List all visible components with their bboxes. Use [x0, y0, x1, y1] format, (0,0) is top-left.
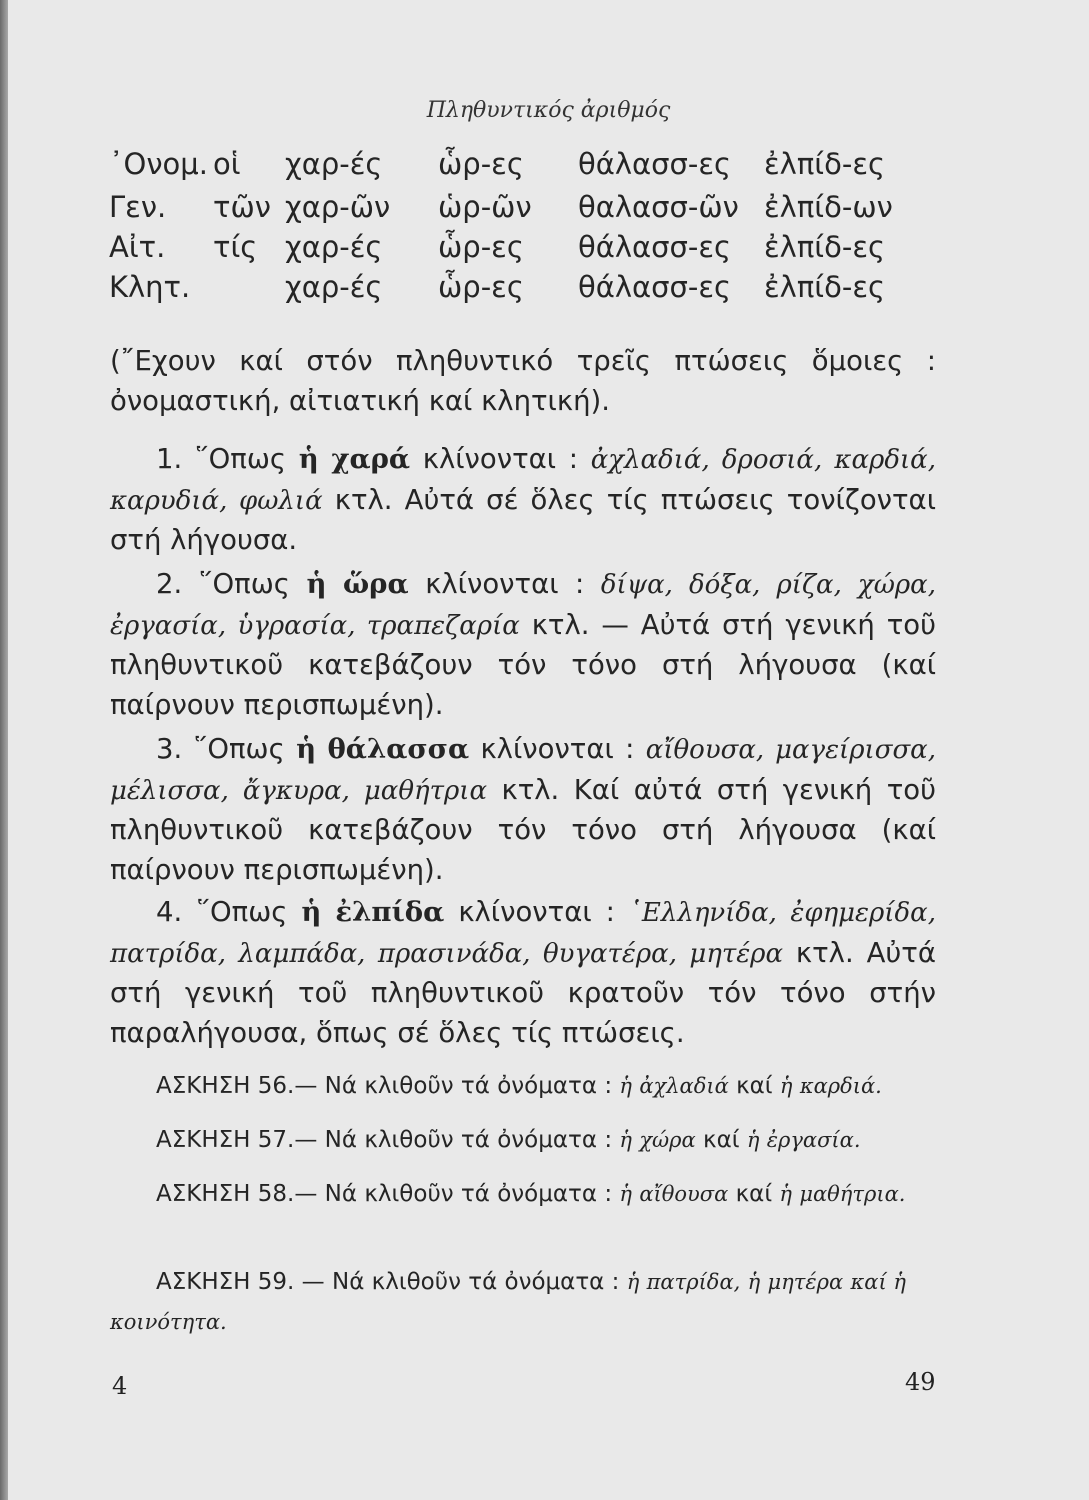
- form-chara: χαρ-ές: [285, 147, 383, 181]
- exercise-58: [110, 1174, 936, 1214]
- form-chara: χαρ-ές: [285, 270, 383, 304]
- form-elpida: ἐλπίδ-ες: [764, 270, 886, 304]
- article: τῶν: [213, 190, 271, 224]
- exercise-56: [110, 1066, 936, 1106]
- exercise-59: [110, 1262, 936, 1342]
- rule-4-paragraph: [110, 893, 936, 1053]
- exercise-article: ἡ: [779, 1074, 793, 1098]
- rule-explanation: κτλ. Αὐτά σέ ὅλες τίς πτώσεις τονίζονται στή λήγουσα.: [110, 483, 936, 556]
- exercise-article: ἡ: [746, 1128, 760, 1152]
- rule-3-paragraph: [110, 730, 936, 890]
- form-elpida: ἐλπίδ-ες: [764, 147, 886, 181]
- form-elpida: ἐλπίδ-ων: [764, 190, 893, 224]
- page-number: 49: [905, 1368, 936, 1396]
- rule-number: 1. ῞Οπως: [156, 443, 287, 475]
- form-chara: χαρ-ῶν: [285, 190, 391, 224]
- exercise-conjunction: καί: [703, 1127, 740, 1153]
- article: οἱ: [213, 147, 241, 181]
- exercise-word: καί ἡ κοινότητα.: [110, 1270, 906, 1334]
- exercise-label: ΑΣΚΗΣΗ 58.—: [156, 1181, 318, 1207]
- exercise-word: ἀχλαδιά: [639, 1074, 729, 1098]
- rule-explanation: κτλ. — Αὐτά στή γενική τοῦ πληθυντικοῦ κατεβάζουν τόν τόνο στή λήγουσα (καί παίρνουν περισπωμένη).: [110, 608, 936, 721]
- rule-verb: κλίνονται :: [458, 896, 615, 928]
- rule-examples: ἀχλαδιά, δροσιά, καρδιά, καρυδιά, φωλιά: [110, 445, 936, 516]
- exercise-word: μαθήτρια.: [799, 1182, 906, 1206]
- form-chara: χαρ-ές: [285, 230, 383, 264]
- page-gutter-shadow: [0, 0, 8, 1500]
- case-label: Κλητ.: [109, 270, 191, 304]
- exercise-word: πατρίδα,: [646, 1270, 741, 1294]
- rule-article: ἡ: [301, 896, 322, 928]
- rule-article: ἡ: [306, 568, 327, 600]
- exercise-text: Νά κλιθοῦν τά ὀνόματα :: [331, 1269, 620, 1295]
- exercise-word: αἴθουσα: [639, 1182, 729, 1206]
- exercise-word: ἐργασία.: [766, 1128, 861, 1152]
- rule-keyword: ἐλπίδα: [335, 896, 445, 928]
- form-thalassa: θάλασσ-ες: [578, 230, 732, 264]
- exercise-article: ἡ: [619, 1074, 632, 1098]
- form-thalassa: θαλασσ-ῶν: [578, 190, 739, 224]
- exercise-text: Νά κλιθοῦν τά ὀνόματα :: [324, 1073, 613, 1099]
- rule-number: 3. ῞Οπως: [156, 733, 285, 765]
- exercise-article: ἡ: [626, 1270, 640, 1294]
- rule-verb: κλίνονται :: [480, 733, 635, 765]
- exercise-article: ἡ: [619, 1128, 632, 1152]
- note-line-1: (῎Εχουν καί στόν πληθυντικό τρεῖς πτώσεις ὅμοιες :: [110, 345, 936, 377]
- exercise-word: μητέρα: [767, 1270, 844, 1294]
- exercise-text: Νά κλιθοῦν τά ὀνόματα :: [324, 1127, 613, 1153]
- rule-number: 4. ῞Οπως: [156, 896, 288, 928]
- form-ora: ὧρ-ες: [438, 147, 524, 181]
- rule-keyword: θάλασσα: [327, 733, 470, 765]
- form-ora: ὡρ-ῶν: [438, 190, 532, 224]
- rule-verb: κλίνονται :: [425, 568, 585, 600]
- exercise-word: χώρα: [639, 1128, 696, 1152]
- exercise-label: ΑΣΚΗΣΗ 56.—: [156, 1073, 318, 1099]
- running-header: Πληθυντικός ἀριθμός: [426, 98, 671, 123]
- exercise-conjunction: καί: [736, 1073, 773, 1099]
- rule-number: 2. ῞Οπως: [156, 568, 290, 600]
- case-label: Γεν.: [109, 190, 167, 224]
- form-ora: ὧρ-ες: [438, 270, 524, 304]
- form-ora: ὧρ-ες: [438, 230, 524, 264]
- exercise-article: ἡ: [779, 1182, 793, 1206]
- form-thalassa: θάλασσ-ες: [578, 270, 732, 304]
- exercise-text: Νά κλιθοῦν τά ὀνόματα :: [324, 1181, 613, 1207]
- exercise-conjunction: καί: [735, 1181, 773, 1207]
- rule-article: ἡ: [296, 733, 317, 765]
- note-line-2: ὀνομαστική, αἰτιατική καί κλητική).: [110, 384, 610, 417]
- note-paragraph: [110, 342, 936, 421]
- exercise-label: ΑΣΚΗΣΗ 57.—: [156, 1127, 318, 1153]
- book-page: [8, 0, 1089, 1500]
- rule-explanation: κτλ. Αὐτά στή γενική τοῦ πληθυντικοῦ κρατοῦν τόν τόνο στήν παραλήγουσα, ὅπως σέ ὅλες τίς πτώσεις.: [110, 936, 936, 1049]
- case-label: Αἰτ.: [109, 230, 166, 264]
- case-label: ᾿Ονομ.: [109, 147, 208, 181]
- exercise-word: καρδιά.: [799, 1074, 882, 1098]
- form-thalassa: θάλασσ-ες: [578, 147, 732, 181]
- rule-examples: ῾Ελληνίδα, ἐφημερίδα, πατρίδα, λαμπάδα, πρασινάδα, θυγατέρα, μητέρα: [110, 898, 936, 969]
- rule-article: ἡ: [298, 443, 319, 475]
- exercise-article: ἡ: [619, 1182, 632, 1206]
- rule-keyword: χαρά: [331, 443, 411, 475]
- exercise-57: [110, 1120, 936, 1160]
- rule-examples: δίψα, δόξα, ρίζα, χώρα, ἐργασία, ὑγρασία, τραπεζαρία: [110, 570, 936, 641]
- rule-examples: αἴθουσα, μαγείρισσα, μέλισσα, ἄγκυρα, μαθήτρια: [110, 735, 937, 806]
- rule-keyword: ὥρα: [343, 568, 409, 600]
- exercise-label: ΑΣΚΗΣΗ 59. —: [156, 1269, 325, 1295]
- rule-verb: κλίνονται :: [422, 443, 579, 475]
- rule-1-paragraph: [110, 440, 936, 561]
- exercise-article: ἡ: [747, 1270, 761, 1294]
- rule-explanation: κτλ. Καί αὐτά στή γενική τοῦ πληθυντικοῦ κατεβάζουν τόν τόνο στή λήγουσα (καί παίρνουν περισπωμένη).: [110, 773, 936, 886]
- rule-2-paragraph: [110, 565, 936, 725]
- form-elpida: ἐλπίδ-ες: [764, 230, 886, 264]
- article: τίς: [213, 230, 258, 264]
- signature-mark: 4: [112, 1372, 128, 1400]
